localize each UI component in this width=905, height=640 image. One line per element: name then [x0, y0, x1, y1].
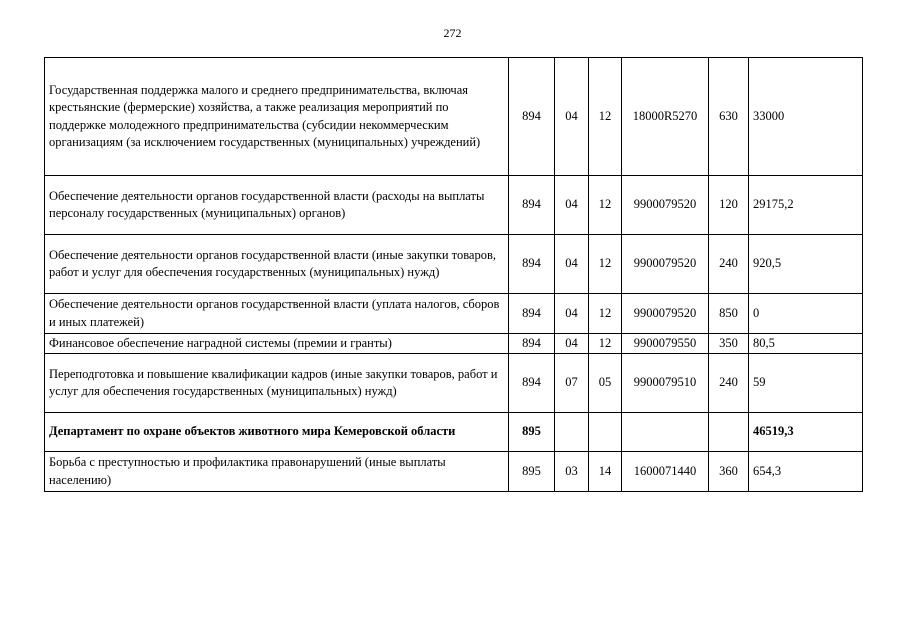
ministry-code: 895 [509, 452, 555, 492]
target-article-code: 9900079510 [622, 354, 709, 413]
expense-type-code: 360 [709, 452, 749, 492]
ministry-code: 894 [509, 235, 555, 294]
row-description: Обеспечение деятельности органов государственной власти (уплата налогов, сборов и иных платежей) [45, 294, 509, 334]
target-article-code: 9900079520 [622, 176, 709, 235]
section-code: 04 [555, 176, 589, 235]
ministry-code: 895 [509, 413, 555, 452]
department-total-amount: 46519,3 [749, 413, 863, 452]
amount: 654,3 [749, 452, 863, 492]
section-code: 04 [555, 294, 589, 334]
ministry-code: 894 [509, 58, 555, 176]
subsection-code: 14 [589, 452, 622, 492]
expense-type-code [709, 413, 749, 452]
amount: 0 [749, 294, 863, 334]
table-row [45, 294, 863, 334]
amount: 59 [749, 354, 863, 413]
target-article-code: 18000R5270 [622, 58, 709, 176]
subsection-code: 12 [589, 58, 622, 176]
expense-type-code: 630 [709, 58, 749, 176]
target-article-code: 9900079520 [622, 294, 709, 334]
target-article-code: 1600071440 [622, 452, 709, 492]
section-code: 04 [555, 58, 589, 176]
table-row [45, 235, 863, 294]
row-description: Борьба с преступностью и профилактика правонарушений (иные выплаты населению) [45, 452, 509, 492]
subsection-code: 12 [589, 294, 622, 334]
table-row [45, 334, 863, 354]
row-description: Обеспечение деятельности органов государственной власти (иные закупки товаров, работ и услуг для обеспечения государственных (муниципальных) нужд) [45, 235, 509, 294]
section-code: 04 [555, 334, 589, 354]
subsection-code: 12 [589, 235, 622, 294]
section-code: 07 [555, 354, 589, 413]
section-code [555, 413, 589, 452]
subsection-code: 12 [589, 176, 622, 235]
ministry-code: 894 [509, 294, 555, 334]
subsection-code: 05 [589, 354, 622, 413]
expense-type-code: 120 [709, 176, 749, 235]
expense-type-code: 240 [709, 354, 749, 413]
ministry-code: 894 [509, 334, 555, 354]
page-number: 272 [443, 26, 462, 40]
row-description: Финансовое обеспечение наградной системы (премии и гранты) [45, 334, 509, 354]
expense-type-code: 850 [709, 294, 749, 334]
table-row [45, 354, 863, 413]
section-code: 03 [555, 452, 589, 492]
expense-type-code: 240 [709, 235, 749, 294]
table-row [45, 176, 863, 235]
row-description: Государственная поддержка малого и среднего предпринимательства, включая крестьянские (фермерские) хозяйства, а также реализация мероприятий по поддержке молодежного предпринимательства (субсидии некоммерческим организациям (за исключением государственных (муниципальных) учреждений) [45, 58, 509, 176]
target-article-code [622, 413, 709, 452]
budget-table [44, 57, 863, 492]
row-description: Обеспечение деятельности органов государственной власти (расходы на выплаты персоналу государственных (муниципальных) органов) [45, 176, 509, 235]
row-description: Переподготовка и повышение квалификации кадров (иные закупки товаров, работ и услуг для обеспечения государственных (муниципальных) нужд) [45, 354, 509, 413]
table-row [45, 452, 863, 492]
amount: 29175,2 [749, 176, 863, 235]
department-title: Департамент по охране объектов животного мира Кемеровской области [45, 413, 509, 452]
ministry-code: 894 [509, 354, 555, 413]
target-article-code: 9900079550 [622, 334, 709, 354]
subsection-code [589, 413, 622, 452]
expense-type-code: 350 [709, 334, 749, 354]
target-article-code: 9900079520 [622, 235, 709, 294]
amount: 80,5 [749, 334, 863, 354]
amount: 920,5 [749, 235, 863, 294]
section-code: 04 [555, 235, 589, 294]
subsection-code: 12 [589, 334, 622, 354]
table-row [45, 58, 863, 176]
department-row [45, 413, 863, 452]
amount: 33000 [749, 58, 863, 176]
ministry-code: 894 [509, 176, 555, 235]
